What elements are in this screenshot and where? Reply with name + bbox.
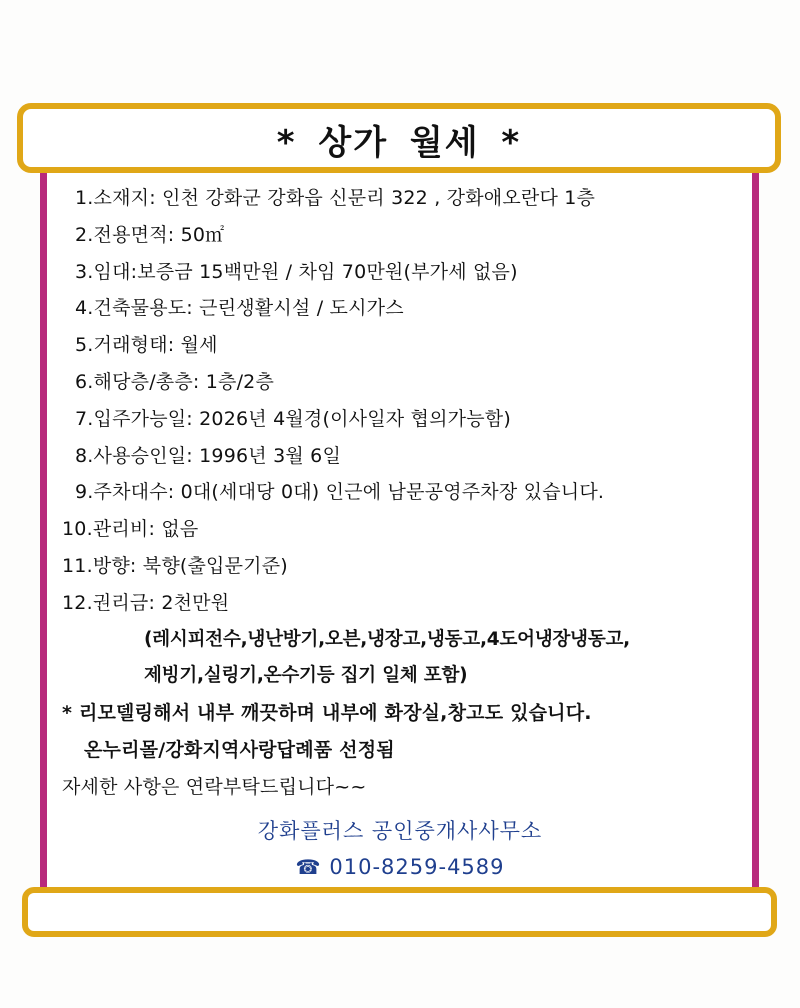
detail-approval-date: 8.사용승인일: 1996년 3월 6일: [75, 444, 342, 467]
agency-name: 강화플러스 공인중개사사무소: [257, 819, 543, 843]
detail-deal-type: 5.거래형태: 월세: [75, 334, 218, 357]
agency-phone-row: [0, 855, 800, 879]
detail-floor: 6.해당층/총층: 1층/2층: [75, 370, 275, 393]
detail-parking: 9.주차대수: 0대(세대당 0대) 인근에 남문공영주차장 있습니다.: [75, 481, 605, 504]
detail-lease-terms: 3.임대:보증금 15백만원 / 차임 70만원(부가세 없음): [75, 260, 518, 283]
detail-location: 1.소재지: 인천 강화군 강화읍 신문리 322 , 강화애오란다 1층: [75, 187, 596, 209]
detail-move-in-date: 7.입주가능일: 2026년 4월경(이사일자 협의가능함): [75, 407, 511, 430]
telephone-icon: ☎: [295, 855, 322, 879]
closing-message: 자세한 사항은 연락부탁드립니다~~: [62, 775, 367, 798]
detail-premium: 12.권리금: 2천만원: [62, 591, 230, 614]
detail-management-fee: 10.관리비: 없음: [62, 518, 199, 541]
agency-phone-number[interactable]: 010-8259-4589: [329, 855, 505, 879]
note-remodeling: * 리모델링해서 내부 깨끗하며 내부에 화장실,창고도 있습니다.: [62, 702, 592, 725]
detail-direction: 11.방향: 북향(출입문기준): [62, 554, 288, 577]
detail-building-use: 4.건축물용도: 근린생활시설 / 도시가스: [75, 297, 404, 320]
premium-details-line-1: (레시피전수,냉난방기,오븐,냉장고,냉동고,4도어냉장냉동고,: [144, 628, 631, 650]
title-banner: [17, 103, 781, 173]
note-onnuri: 온누리몰/강화지역사랑답례품 선정됨: [84, 738, 395, 761]
page-title: * 상가 월세 *: [276, 122, 522, 163]
listing-details: [62, 180, 742, 806]
detail-area: 2.전용면적: 50㎡: [75, 223, 225, 246]
footer-banner: [22, 887, 777, 937]
premium-details-line-2: 제빙기,실링기,온수기등 집기 일체 포함): [144, 665, 468, 687]
